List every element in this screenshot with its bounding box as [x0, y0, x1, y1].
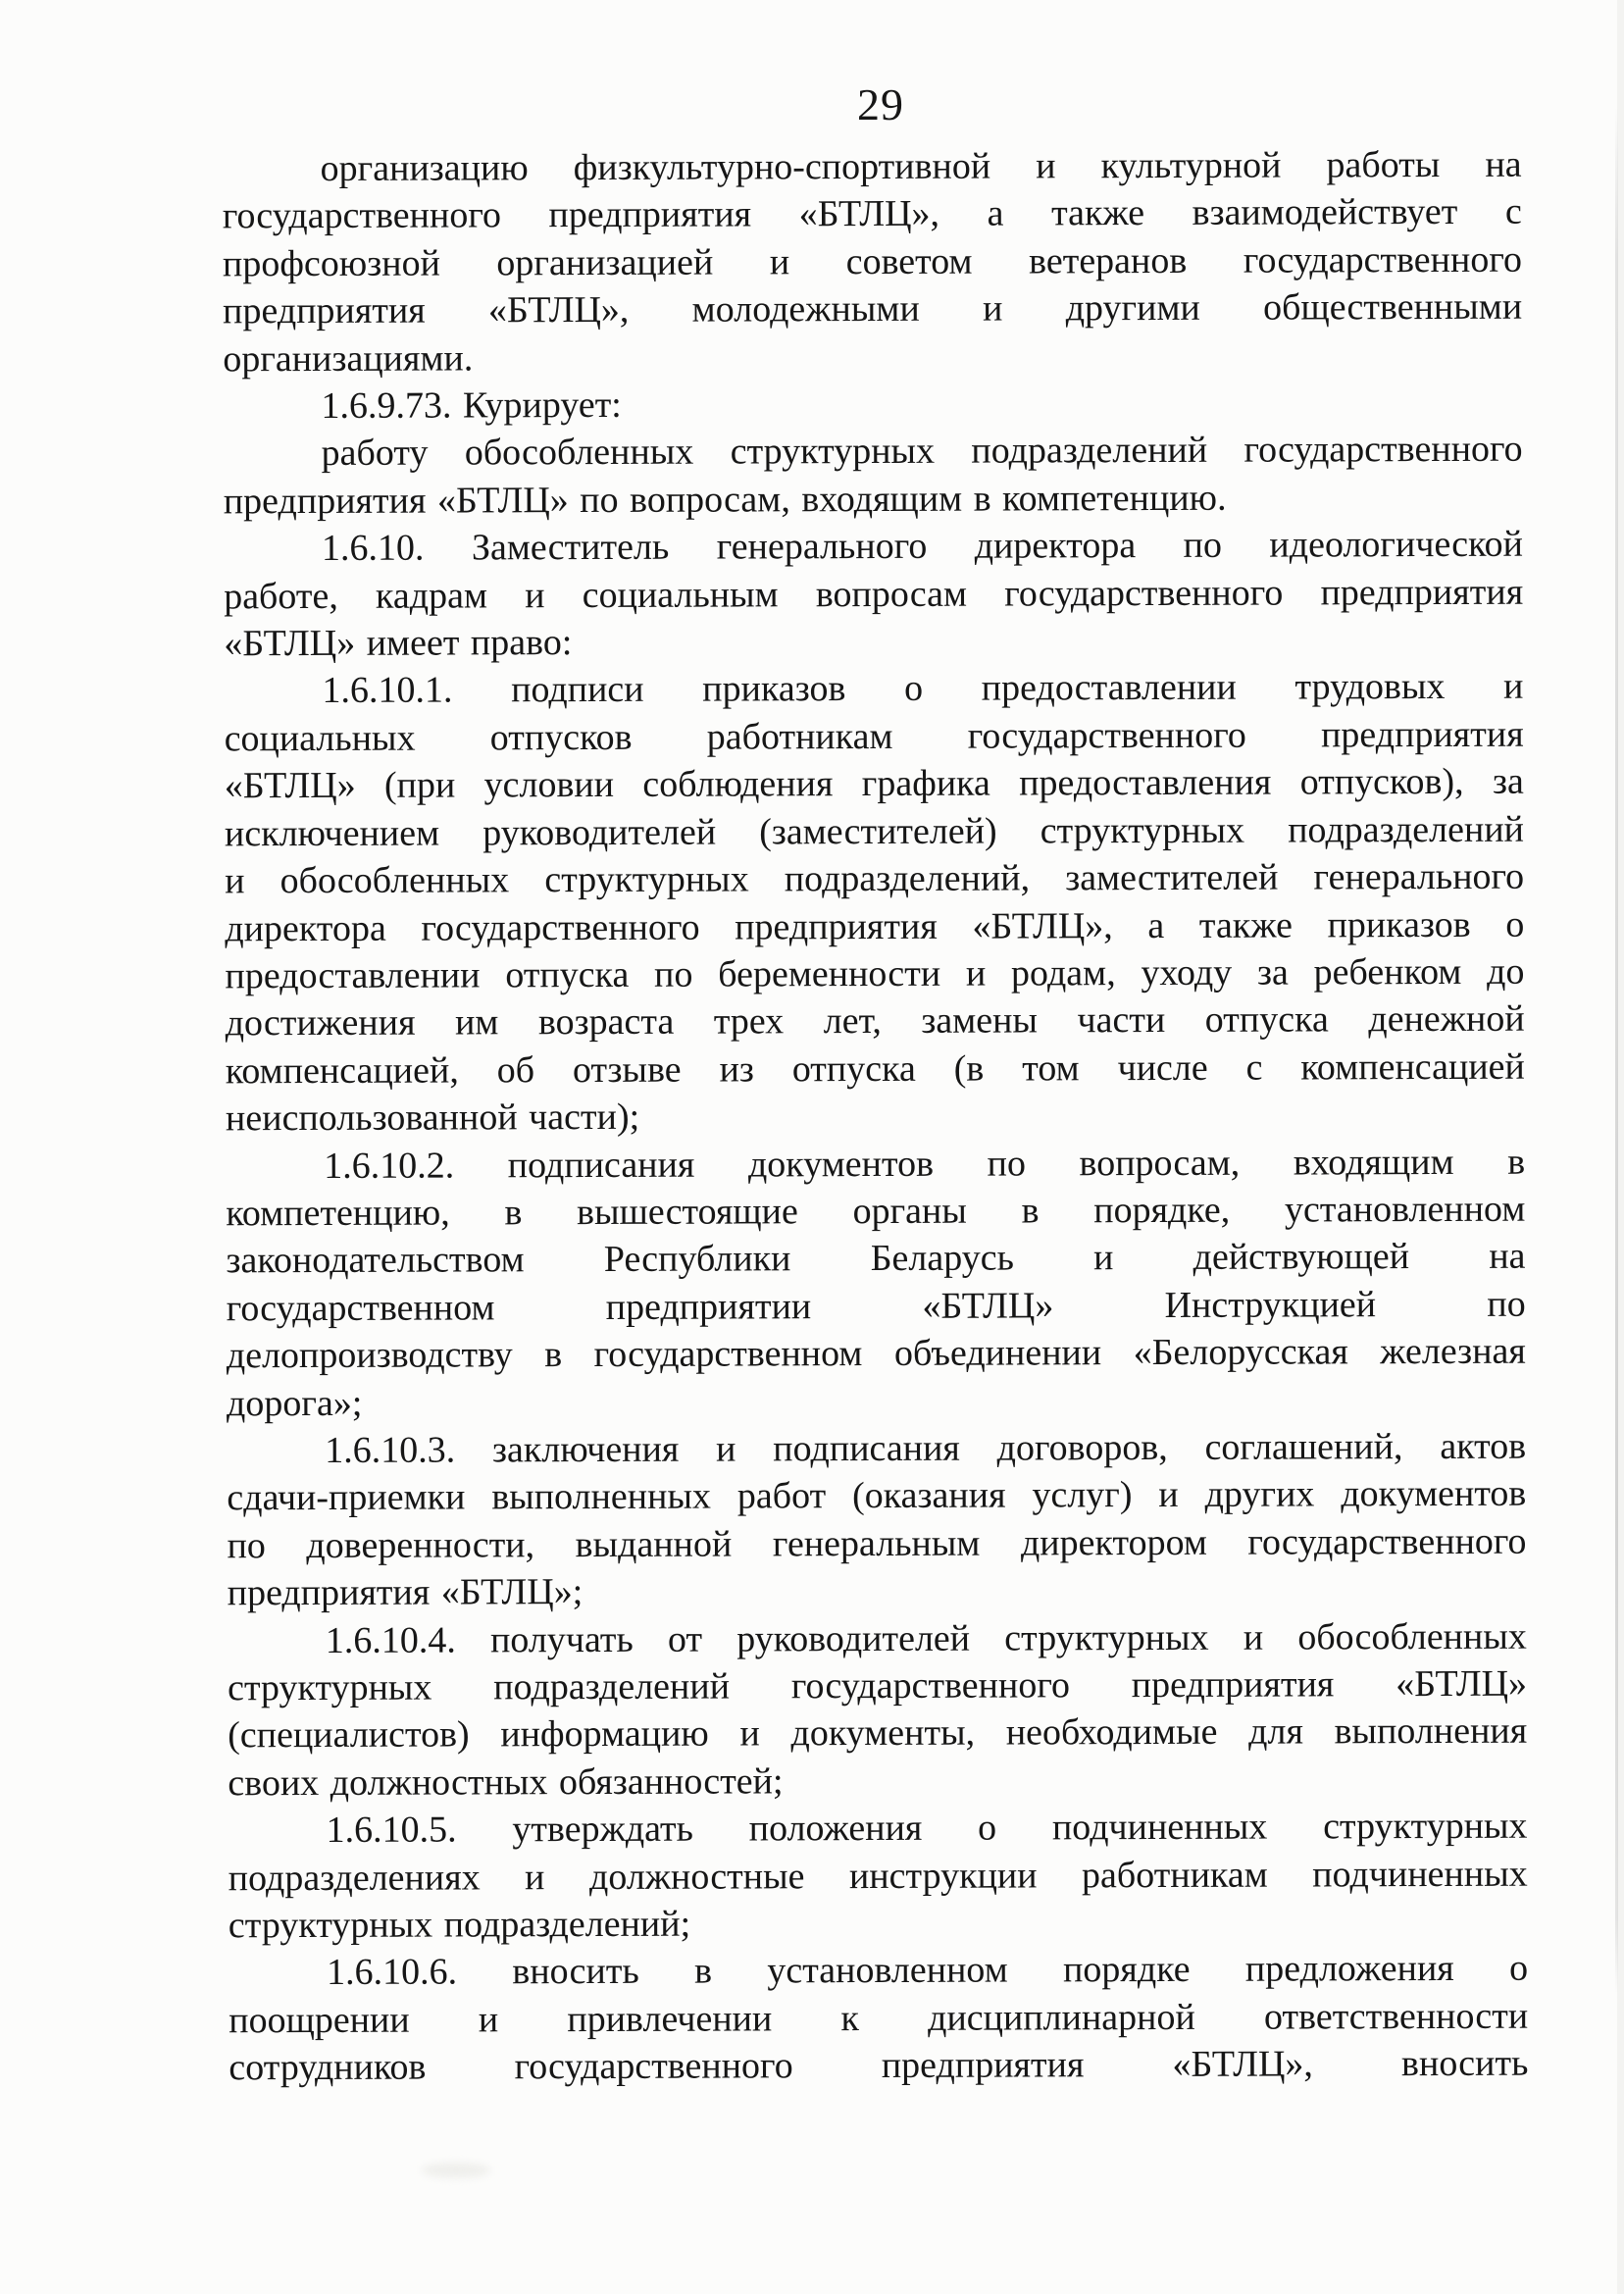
text-line: предприятия «БТЛЦ», молодежными и другими общественными: [223, 285, 1523, 332]
text-line: 1.6.10.5. утверждать положения о подчиненных структурных: [326, 1805, 1528, 1852]
text-line: компетенцию, в вышестоящие органы в порядке, установленном: [226, 1188, 1526, 1235]
text-line: законодательством Республики Беларусь и действующей на: [226, 1236, 1526, 1282]
paragraph: [226, 1138, 1526, 1427]
text-line: достижения им возраста трех лет, замены части отпуска денежной: [225, 998, 1525, 1045]
text-line: и обособленных структурных подразделений, заместителей генерального: [225, 855, 1525, 902]
text-line: по доверенности, выданной генеральным директором государственного: [227, 1520, 1527, 1567]
text-line: (специалистов) информацию и документы, необходимые для выполнения: [228, 1710, 1528, 1757]
paragraph: [227, 1423, 1527, 1617]
paragraph: [224, 426, 1523, 525]
text-line: 1.6.10.3. заключения и подписания договоров, соглашений, актов: [325, 1425, 1527, 1471]
text-line: 1.6.10.1. подписи приказов о предоставлении трудовых и: [322, 666, 1524, 712]
text-line: организацию физкультурно-спортивной и культурной работы на: [320, 143, 1522, 189]
text-line: делопроизводству в государственном объединении «Белорусская железная: [226, 1330, 1526, 1377]
text-line: сотрудников государственного предприятия «БТЛЦ», вносить: [228, 2042, 1529, 2089]
paragraph: [228, 1612, 1528, 1807]
paragraph: [224, 663, 1525, 1143]
text-line: подразделениях и должностные инструкции работникам подчиненных: [228, 1853, 1528, 1899]
paragraph: [228, 1945, 1528, 2092]
paragraph: [228, 1803, 1527, 1950]
text-line: 1.6.10.2. подписания документов по вопросам, входящим в: [324, 1141, 1526, 1187]
text-line: 1.6.9.73. Курирует:: [321, 383, 622, 427]
page-number: 29: [857, 79, 904, 129]
scan-artifact-line: [1615, 106, 1618, 1994]
text-line: предоставлении отпуска по беременности и родам, уходу за ребенком до: [225, 950, 1525, 997]
text-line: структурных подразделений;: [228, 1903, 691, 1947]
paragraph: [223, 379, 1522, 431]
text-line: исключением руководителей (заместителей) структурных подразделений: [224, 808, 1525, 855]
text-line: профсоюзной организацией и советом ветеранов государственного: [222, 238, 1523, 285]
text-line: социальных отпусков работникам государственного предприятия: [224, 713, 1524, 760]
text-line: компенсацией, об отзыве из отпуска (в том числе с компенсацией: [225, 1045, 1525, 1093]
text-line: работе, кадрам и социальным вопросам государственного предприятия: [224, 571, 1524, 617]
text-line: 1.6.10.6. вносить в установленном порядке предложения о: [326, 1948, 1529, 1994]
paragraph: [223, 141, 1523, 383]
text-line: работу обособленных структурных подразделений государственного: [321, 429, 1523, 475]
text-line: 1.6.10.4. получать от руководителей структурных и обособленных: [325, 1615, 1527, 1661]
text-line: неиспользованной части);: [225, 1096, 640, 1140]
text-line: структурных подразделений государственного предприятия «БТЛЦ»: [227, 1662, 1528, 1709]
text-line: своих должностных обязанностей;: [228, 1760, 784, 1805]
text-block: [223, 141, 1529, 2092]
text-line: государственного предприятия «БТЛЦ», а также взаимодействует с: [222, 191, 1522, 237]
text-line: 1.6.10. Заместитель генерального директора по идеологической: [321, 523, 1524, 570]
text-line: предприятия «БТЛЦ»;: [227, 1571, 584, 1614]
paragraph: [224, 521, 1523, 668]
text-line: «БТЛЦ» имеет право:: [224, 622, 573, 665]
text-line: предприятия «БТЛЦ» по вопросам, входящим в компетенцию.: [223, 477, 1227, 523]
text-line: «БТЛЦ» (при условии соблюдения графика предоставления отпусков), за: [224, 760, 1524, 807]
text-line: директора государственного предприятия «БТЛЦ», а также приказов о: [225, 903, 1525, 949]
text-line: организациями.: [223, 337, 474, 380]
text-line: государственном предприятии «БТЛЦ» Инструкцией по: [226, 1283, 1526, 1330]
text-line: поощрении и привлечении к дисциплинарной ответственности: [228, 1995, 1529, 2042]
scan-edge-band: [1617, 0, 1624, 2294]
text-line: сдачи-приемки выполненных работ (оказания услуг) и других документов: [227, 1473, 1527, 1519]
scan-smudge: [422, 2163, 490, 2178]
text-line: дорога»;: [226, 1382, 363, 1424]
